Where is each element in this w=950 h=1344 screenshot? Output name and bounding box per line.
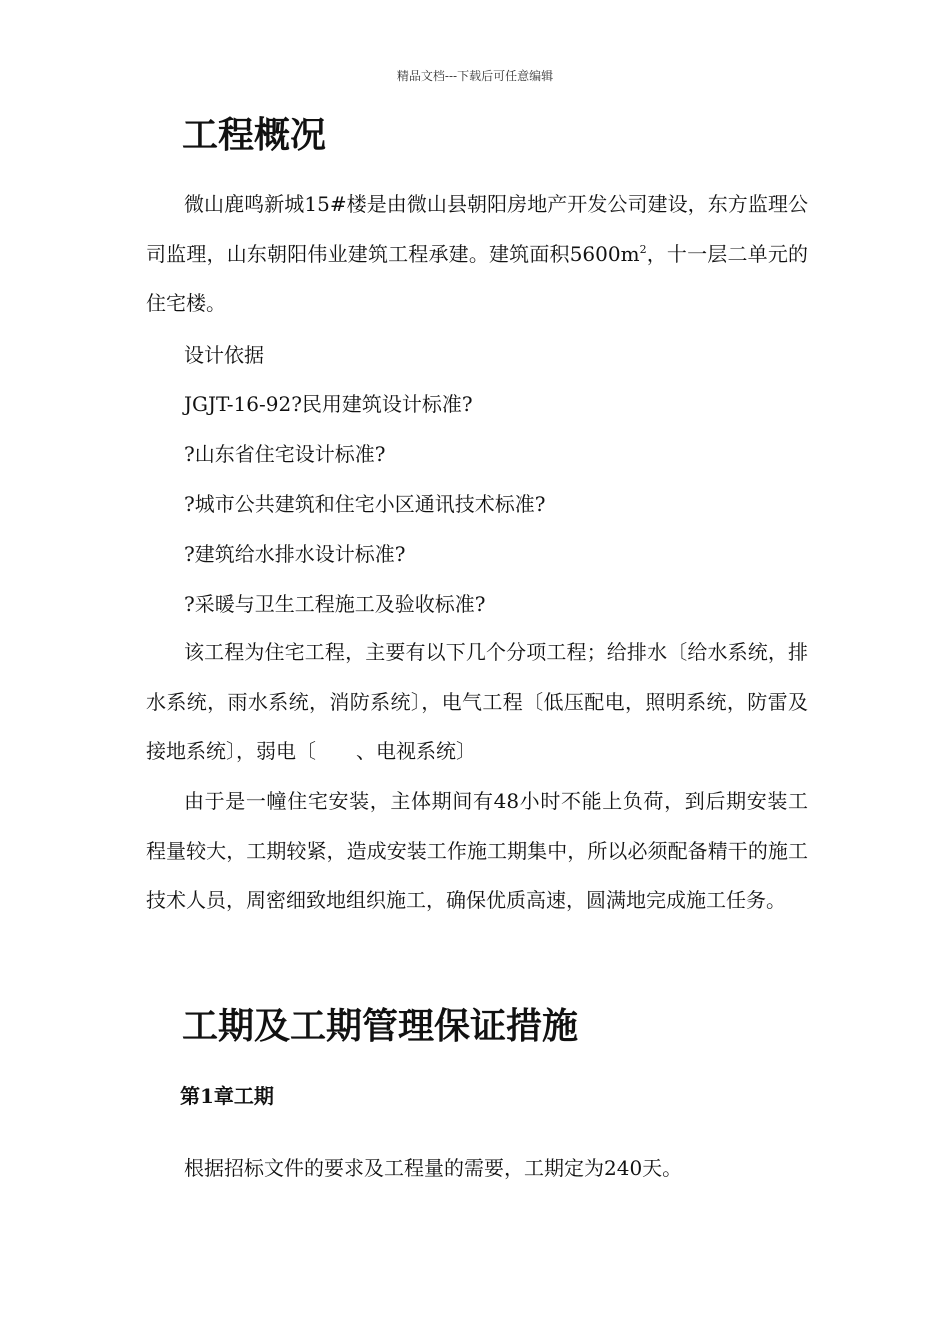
unit-superscript: 2	[639, 242, 647, 256]
page-header: 精品文档---下载后可任意编辑	[396, 69, 554, 83]
section-title-project-overview: 工程概况	[182, 114, 327, 156]
design-basis-label: 设计依据	[184, 343, 264, 367]
standard-item: ?建筑给水排水设计标准?	[184, 542, 406, 566]
intro-text: 微山鹿鸣新城15#楼是由微山县朝阳房地产开发公司建设，东方监理公司监理，山东朝阳伟业建筑工程承建。建筑面积5600m	[146, 192, 808, 266]
standard-item: ?采暖与卫生工程施工及验收标准?	[184, 592, 486, 616]
standard-item: JGJT-16-92?民用建筑设计标准?	[184, 392, 473, 416]
chapter-title: 第1章工期	[180, 1084, 274, 1108]
standard-item: ?城市公共建筑和住宅小区通讯技术标准?	[184, 492, 546, 516]
schedule-paragraph: 由于是一幢住宅安装，主体期间有48小时不能上负荷，到后期安装工程量较大，工期较紧，造成安装工作施工期集中，所以必须配备精干的施工技术人员，周密细致地组织施工，确保优质高速，圆满地完成施工任务。	[146, 789, 808, 913]
duration-sentence: 根据招标文件的要求及工程量的需要，工期定为240天。	[184, 1156, 683, 1180]
standard-item: ?山东省住宅设计标准?	[184, 442, 386, 466]
intro-paragraph	[146, 180, 808, 329]
scope-paragraph: 该工程为住宅工程，主要有以下几个分项工程；给排水〔给水系统，排水系统，雨水系统，消防系统〕，电气工程〔低压配电，照明系统，防雷及接地系统〕，弱电〔 、电视系统〕	[146, 640, 808, 764]
intro-text-end: ，十一层二单元的住宅楼。	[146, 241, 808, 316]
section-title-schedule-management: 工期及工期管理保证措施	[182, 1005, 579, 1047]
